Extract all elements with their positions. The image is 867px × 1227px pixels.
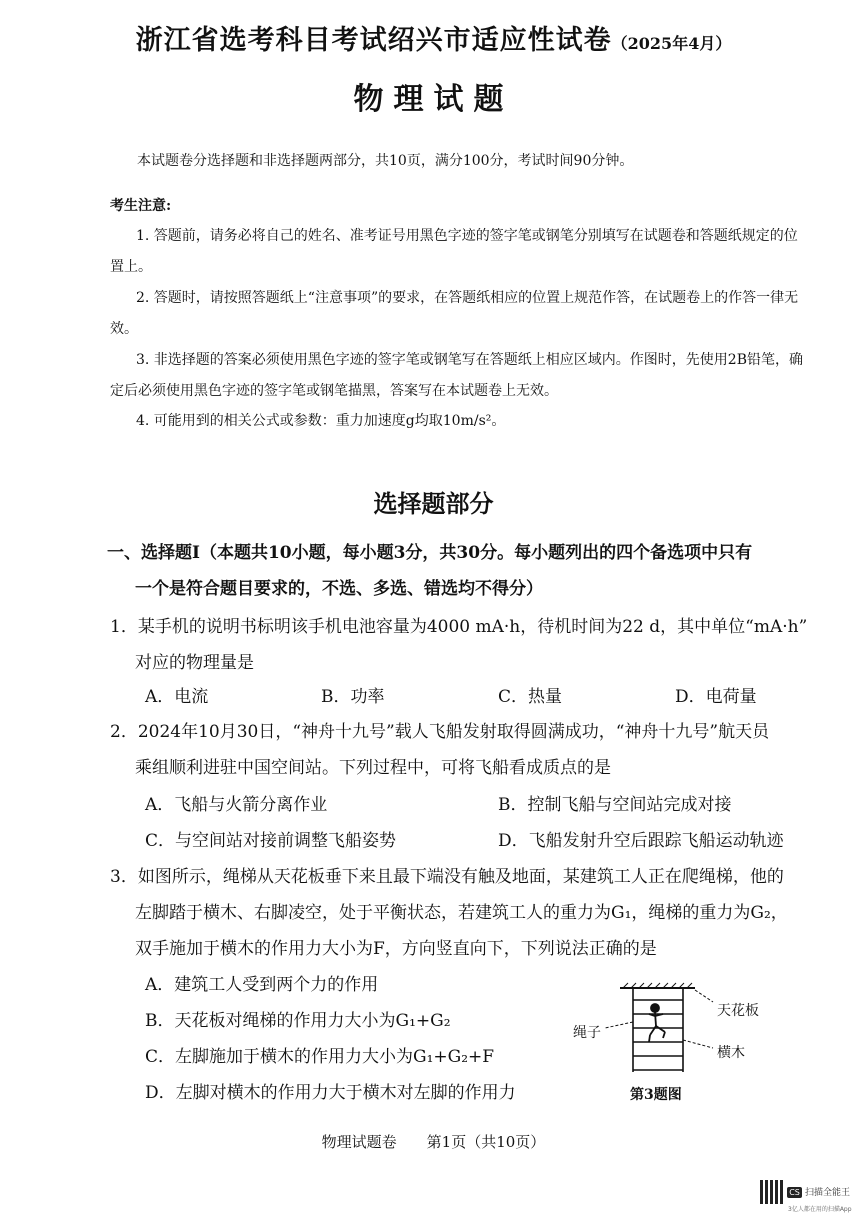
intro-text: 本试题卷分选择题和非选择题两部分，共10页，满分100分，考试时间90分钟。 — [137, 153, 634, 169]
question-2-option-b: B．控制飞船与空间站完成对接 — [498, 795, 732, 815]
rung-pointer — [683, 1040, 713, 1048]
app-logo-icon: CS — [789, 1187, 800, 1197]
question-3-line2: 左脚踏于横木、右脚凌空，处于平衡状态，若建筑工人的重力为G₁，绳梯的重力为G₂， — [135, 903, 788, 923]
note-item: 1. 答题前，请务必将自己的姓名、准考证号用黑色字迹的签字笔或钢笔分别填写在试题卷和答题纸规定的位置上。 — [110, 228, 798, 275]
label-rung: 横木 — [717, 1045, 745, 1061]
rope-ladder-figure — [565, 980, 785, 1105]
app-name: 扫描全能王 — [805, 1188, 851, 1198]
question-3-option-d: D．左脚对横木的作用力大于横木对左脚的作用力 — [145, 1083, 516, 1103]
question-3-line3: 双手施加于横木的作用力大小为F，方向竖直向下，下列说法正确的是 — [135, 939, 657, 959]
question-1-option-b: B．功率 — [321, 687, 385, 707]
question-1-line1: 1．某手机的说明书标明该手机电池容量为4000 mA·h，待机时间为22 d，其中单位“mA·h” — [110, 617, 808, 637]
ceiling-pointer — [695, 990, 713, 1002]
section-title: 选择题部分 — [373, 489, 494, 518]
qr-code-icon — [760, 1180, 784, 1204]
question-3-option-c: C．左脚施加于横木的作用力大小为G₁+G₂+F — [145, 1047, 495, 1067]
exam-title-text: 浙江省选考科目考试绍兴市适应性试卷 — [135, 25, 612, 56]
label-rope: 绳子 — [573, 1025, 601, 1041]
question-2-line1: 2．2024年10月30日，“神舟十九号”载人飞船发射取得圆满成功，“神舟十九号”航天员 — [110, 722, 770, 742]
question-1-option-a: A．电流 — [145, 687, 209, 707]
rope-pointer — [605, 1022, 633, 1028]
question-2-option-d: D．飞船发射升空后跟踪飞船运动轨迹 — [498, 831, 784, 851]
exam-date: （2025年4月） — [611, 34, 732, 53]
question-2-option-a: A．飞船与火箭分离作业 — [145, 795, 328, 815]
worker-figure — [649, 1004, 665, 1042]
question-3-line1: 3．如图所示，绳梯从天花板垂下来且最下端没有触及地面，某建筑工人正在爬绳梯，他的 — [110, 867, 784, 887]
part-heading-line1: 一、选择题Ⅰ（本题共10小题，每小题3分，共30分。每小题列出的四个备选项中只有 — [107, 543, 753, 563]
label-ceiling: 天花板 — [717, 1003, 759, 1019]
question-3-option-b: B．天花板对绳梯的作用力大小为G₁+G₂ — [145, 1011, 451, 1031]
question-1-option-d: D．电荷量 — [675, 687, 757, 707]
notes-title: 考生注意: — [110, 198, 172, 214]
subject-title: 物理试题 — [353, 82, 514, 117]
question-1-line2: 对应的物理量是 — [135, 653, 254, 673]
page-footer: 物理试题卷 第1页（共10页） — [321, 1133, 546, 1151]
question-1-option-c: C．热量 — [498, 687, 563, 707]
part-heading-line2: 一个是符合题目要求的，不选、多选、错选均不得分） — [135, 579, 543, 599]
exam-title — [0, 18, 867, 57]
scanner-watermark — [760, 1180, 860, 1220]
question-2-option-c: C．与空间站对接前调整飞船姿势 — [145, 831, 397, 851]
question-2-line2: 乘组顺利进驻中国空间站。下列过程中，可将飞船看成质点的是 — [135, 758, 611, 778]
app-tagline: 3亿人都在用的扫描App — [788, 1206, 852, 1213]
note-item: 4. 可能用到的相关公式或参数：重力加速度g均取10m/s²。 — [136, 413, 506, 429]
note-item: 3. 非选择题的答案必须使用黑色字迹的签字笔或钢笔写在答题纸上相应区域内。作图时，先使用2B铅笔，确定后必须使用黑色字迹的签字笔或钢笔描黑，答案写在本试题卷上无效。 — [110, 352, 804, 399]
question-3-option-a: A．建筑工人受到两个力的作用 — [145, 975, 379, 995]
note-item: 2. 答题时，请按照答题纸上“注意事项”的要求，在答题纸相应的位置上规范作答，在试题卷上的作答一律无效。 — [110, 290, 799, 337]
figure-caption: 第3题图 — [630, 1087, 682, 1103]
